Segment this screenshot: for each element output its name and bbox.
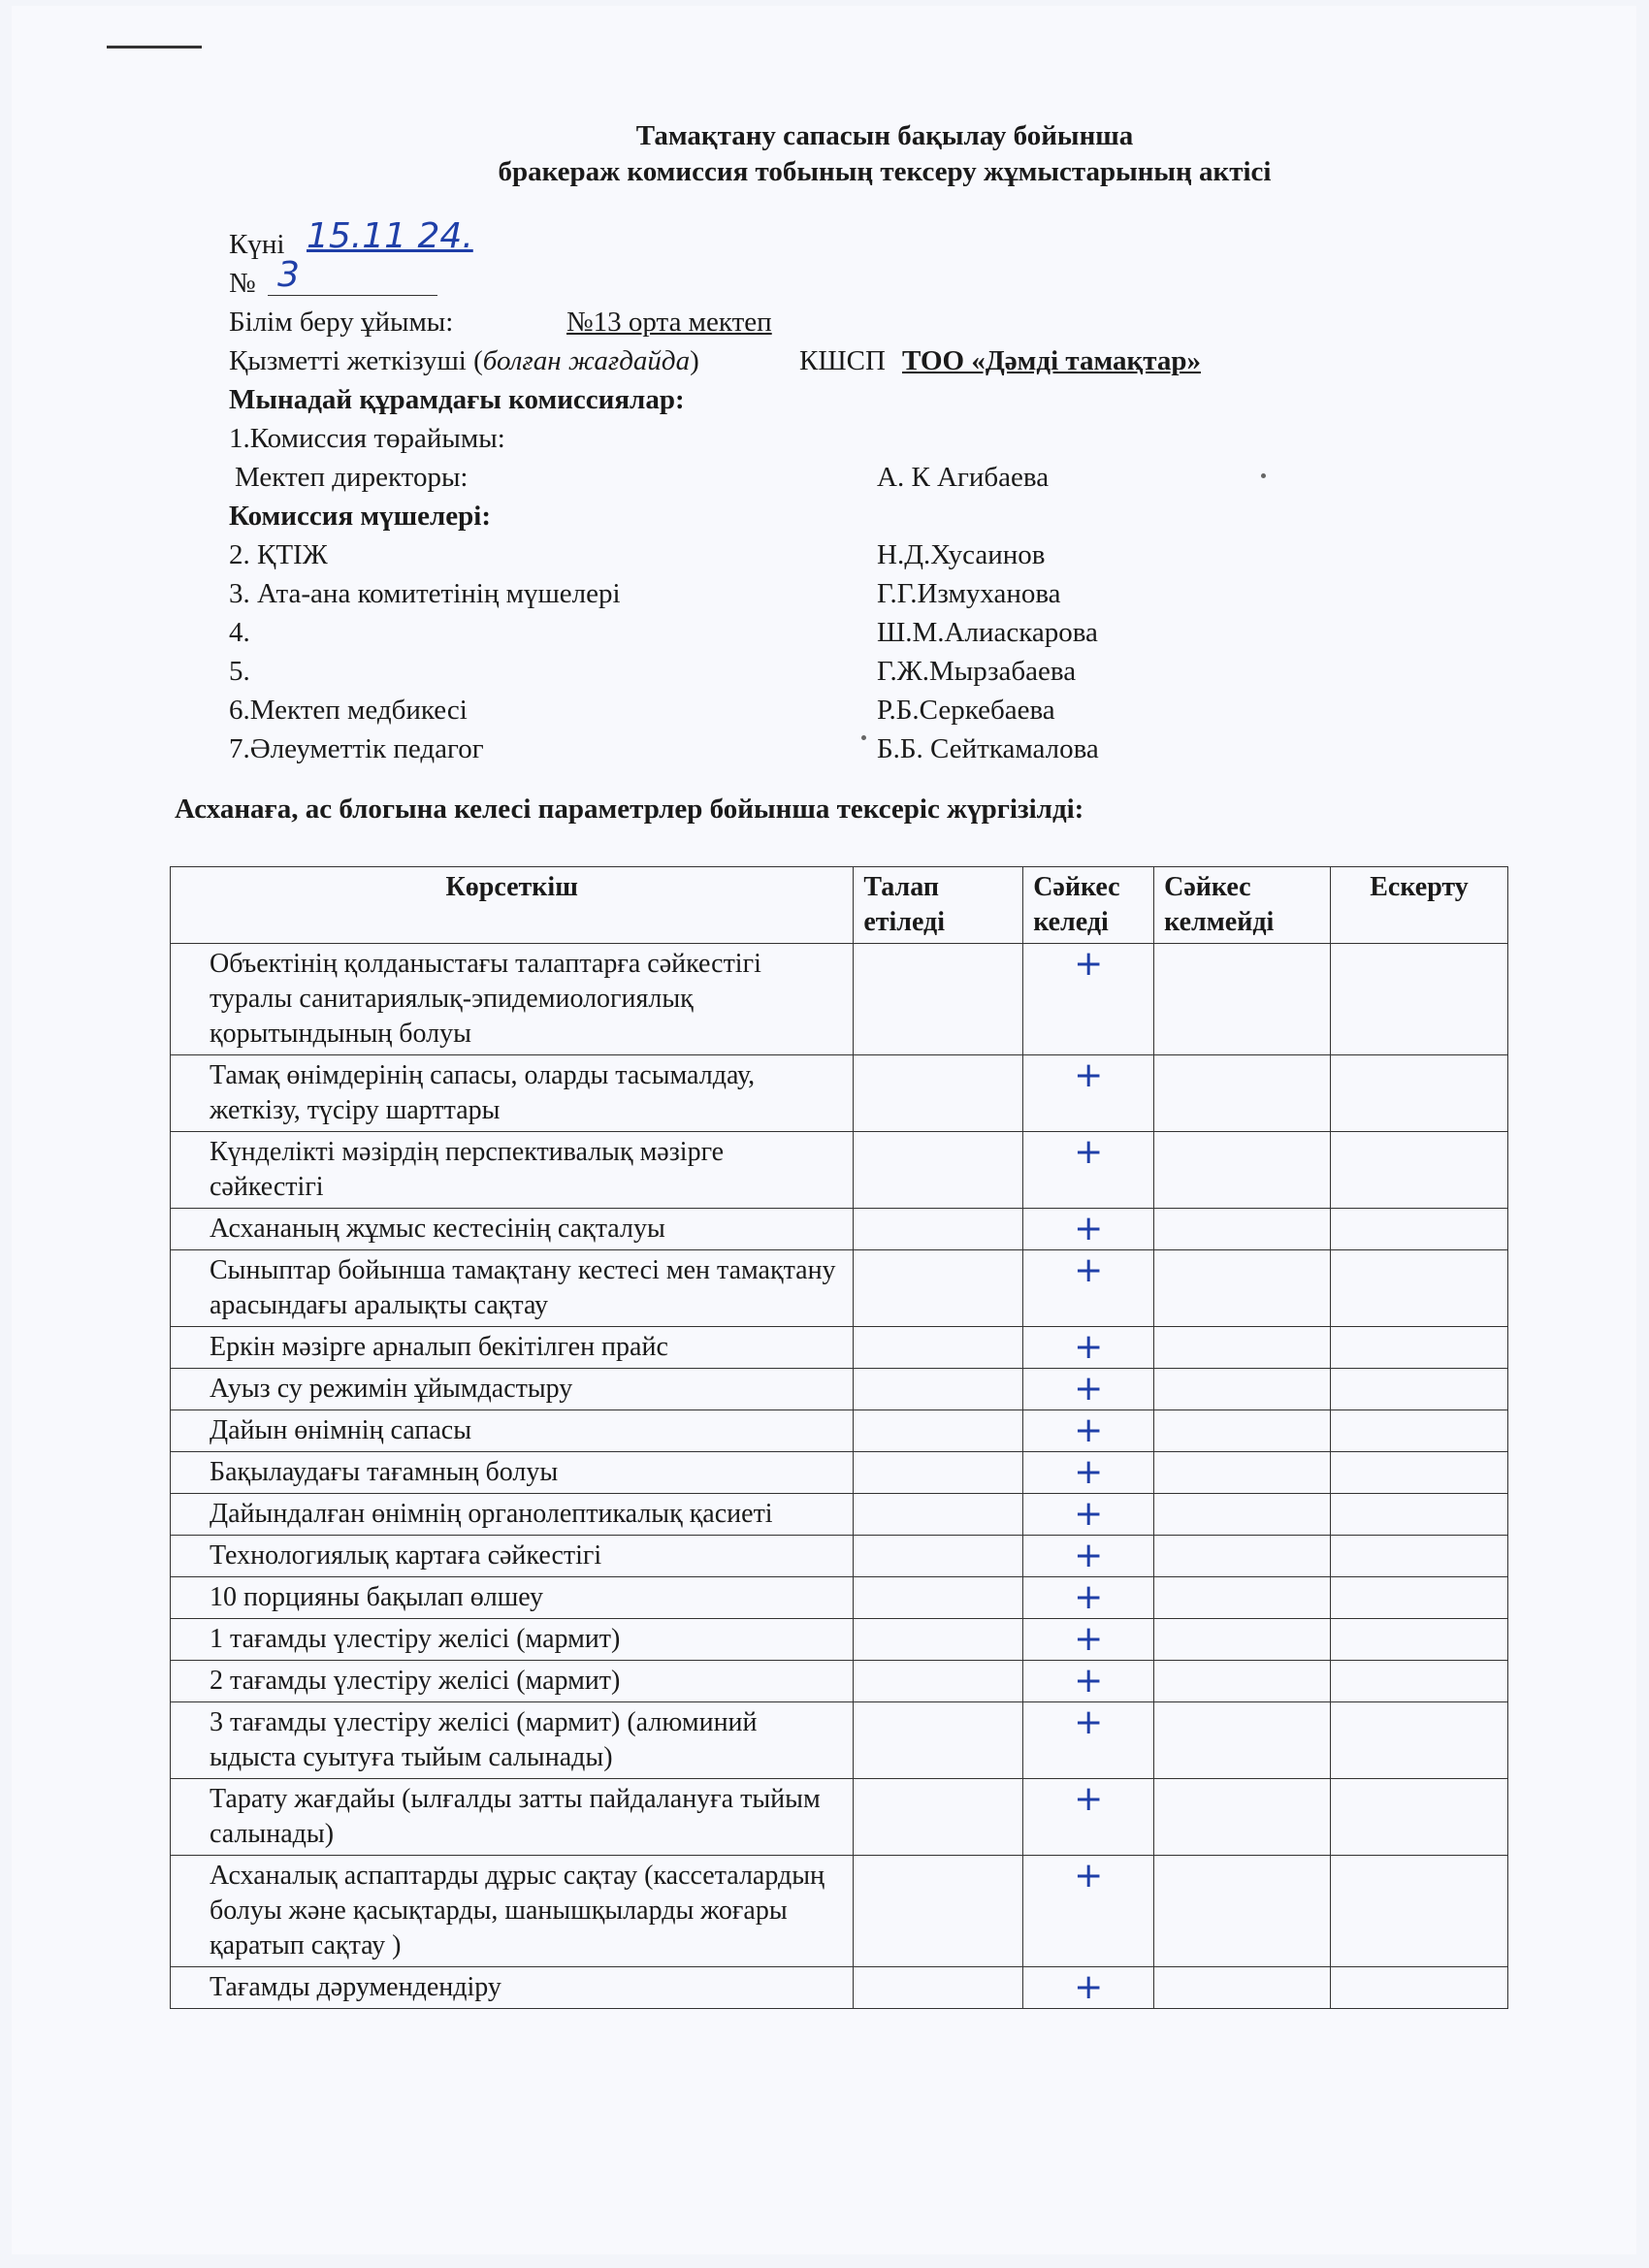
compliant-mark: + <box>1023 1410 1154 1452</box>
table-row <box>171 1779 1508 1856</box>
indicator-cell: Тағамды дәрумендендіру <box>171 1967 854 2009</box>
table-body <box>171 944 1508 2009</box>
required-cell <box>854 1452 1023 1494</box>
note-cell <box>1331 1369 1508 1410</box>
scan-speck <box>1261 473 1266 478</box>
compliant-mark: + <box>1023 1327 1154 1369</box>
compliant-mark: + <box>1023 1779 1154 1856</box>
note-cell <box>1331 1661 1508 1702</box>
indicator-cell: 3 тағамды үлестіру желісі (мармит) (алюминий ыдыста суытуға тыйым салынады) <box>171 1702 854 1779</box>
table-row <box>171 1536 1508 1577</box>
indicator-cell: Бақылаудағы тағамның болуы <box>171 1452 854 1494</box>
compliant-mark: + <box>1023 1619 1154 1661</box>
inspection-table <box>170 866 1508 2009</box>
scan-mark <box>107 46 202 49</box>
indicator-cell: Ауыз су режимін ұйымдастыру <box>171 1369 854 1410</box>
table-row <box>171 1619 1508 1661</box>
table-row <box>171 1702 1508 1779</box>
note-cell <box>1331 1327 1508 1369</box>
member-name: Г.Ж.Мырзабаева <box>877 656 1077 687</box>
header-compliant: Сәйкес келеді <box>1023 867 1154 944</box>
indicator-cell: Тарату жағдайы (ылғалды затты пайдалануға тыйым салынады) <box>171 1779 854 1856</box>
required-cell <box>854 1967 1023 2009</box>
table-row <box>171 1327 1508 1369</box>
note-cell <box>1331 1452 1508 1494</box>
compliant-mark: + <box>1023 1967 1154 2009</box>
org-label: Білім беру ұйымы: <box>229 307 454 338</box>
noncompliant-cell <box>1154 1577 1331 1619</box>
indicator-cell: Асханалық аспаптарды дұрыс сақтау (кассеталардың болуы және қасықтарды, шанышқыларды жоғары қаратып сақтау ) <box>171 1856 854 1967</box>
table-row <box>171 1209 1508 1250</box>
noncompliant-cell <box>1154 1452 1331 1494</box>
provider-note: болған жағдайда <box>482 345 691 376</box>
required-cell <box>854 944 1023 1055</box>
noncompliant-cell <box>1154 1327 1331 1369</box>
noncompliant-cell <box>1154 1055 1331 1132</box>
required-cell <box>854 1494 1023 1536</box>
compliant-mark: + <box>1023 1369 1154 1410</box>
indicator-cell: 1 тағамды үлестіру желісі (мармит) <box>171 1619 854 1661</box>
indicator-cell: Объектінің қолданыстағы талаптарға сәйкестігі туралы санитариялық-эпидемиологиялық қорытындының болуы <box>171 944 854 1055</box>
compliant-mark: + <box>1023 1702 1154 1779</box>
compliant-mark: + <box>1023 1494 1154 1536</box>
indicator-cell: Технологиялық картаға сәйкестігі <box>171 1536 854 1577</box>
note-cell <box>1331 1055 1508 1132</box>
noncompliant-cell <box>1154 1779 1331 1856</box>
member-row <box>229 691 1055 729</box>
noncompliant-cell <box>1154 1250 1331 1327</box>
required-cell <box>854 1856 1023 1967</box>
member-role: 4. <box>229 617 250 648</box>
member-role: 3. Ата-ана комитетінің мүшелері <box>229 578 621 609</box>
table-row <box>171 1369 1508 1410</box>
table-row <box>171 1452 1508 1494</box>
member-name: Г.Г.Измуханова <box>877 578 1061 609</box>
commission-heading: Мынадай құрамдағы комиссиялар: <box>229 384 685 415</box>
note-cell <box>1331 1536 1508 1577</box>
act-info <box>229 216 1201 768</box>
table-row <box>171 944 1508 1055</box>
provider-value: ТОО «Дәмді тамақтар» <box>902 345 1201 376</box>
indicator-cell: Тамақ өнімдерінің сапасы, оларды тасымалдау, жеткізу, түсіру шарттары <box>171 1055 854 1132</box>
indicator-cell: 2 тағамды үлестіру желісі (мармит) <box>171 1661 854 1702</box>
provider-close: ) <box>690 345 699 376</box>
note-cell <box>1331 1856 1508 1967</box>
note-cell <box>1331 1250 1508 1327</box>
table-row <box>171 1250 1508 1327</box>
indicator-cell: Күнделікті мәзірдің перспективалық мәзірге сәйкестігі <box>171 1132 854 1209</box>
required-cell <box>854 1055 1023 1132</box>
noncompliant-cell <box>1154 1619 1331 1661</box>
noncompliant-cell <box>1154 1661 1331 1702</box>
noncompliant-cell <box>1154 1369 1331 1410</box>
member-name: Р.Б.Серкебаева <box>877 695 1055 726</box>
provider-row <box>229 341 1201 380</box>
member-row <box>229 574 1061 613</box>
indicator-cell: Асхананың жұмыс кестесінің сақталуы <box>171 1209 854 1250</box>
org-value: №13 орта мектеп <box>566 307 772 338</box>
org-row <box>229 303 772 341</box>
noncompliant-cell <box>1154 1967 1331 2009</box>
member-row <box>229 613 1098 652</box>
required-cell <box>854 1577 1023 1619</box>
member-name: Ш.М.Алиаскарова <box>877 617 1098 648</box>
member-name: Н.Д.Хусаинов <box>877 539 1046 570</box>
table-row <box>171 1494 1508 1536</box>
noncompliant-cell <box>1154 1856 1331 1967</box>
compliant-mark: + <box>1023 944 1154 1055</box>
date-label: Күні <box>229 229 285 260</box>
compliant-mark: + <box>1023 1250 1154 1327</box>
indicator-cell: Дайын өнімнің сапасы <box>171 1410 854 1452</box>
required-cell <box>854 1702 1023 1779</box>
indicator-cell: Еркін мәзірге арналып бекітілген прайс <box>171 1327 854 1369</box>
compliant-mark: + <box>1023 1452 1154 1494</box>
director-name: А. К Агибаева <box>877 462 1050 493</box>
indicator-cell: Дайындалған өнімнің органолептикалық қасиеті <box>171 1494 854 1536</box>
member-row <box>229 535 1046 574</box>
required-cell <box>854 1410 1023 1452</box>
table-row <box>171 1967 1508 2009</box>
note-cell <box>1331 1132 1508 1209</box>
required-cell <box>854 1661 1023 1702</box>
member-name: Б.Б. Сейткамалова <box>877 733 1099 764</box>
scan-speck <box>861 735 866 740</box>
table-row <box>171 1856 1508 1967</box>
table-row <box>171 1055 1508 1132</box>
note-cell <box>1331 1209 1508 1250</box>
provider-prefix: КШСП <box>799 345 886 376</box>
director-row <box>229 458 1050 497</box>
note-cell <box>1331 1577 1508 1619</box>
required-cell <box>854 1536 1023 1577</box>
required-cell <box>854 1369 1023 1410</box>
compliant-mark: + <box>1023 1536 1154 1577</box>
required-cell <box>854 1779 1023 1856</box>
indicator-cell: Сыныптар бойынша тамақтану кестесі мен тамақтану арасындағы аралықты сақтау <box>171 1250 854 1327</box>
noncompliant-cell <box>1154 1132 1331 1209</box>
required-cell <box>854 1327 1023 1369</box>
compliant-mark: + <box>1023 1132 1154 1209</box>
members-heading: Комиссия мүшелері: <box>229 501 491 532</box>
noncompliant-cell <box>1154 1209 1331 1250</box>
title-line-1: Тамақтану сапасын бақылау бойынша <box>635 120 1134 151</box>
noncompliant-cell <box>1154 1410 1331 1452</box>
note-cell <box>1331 1619 1508 1661</box>
number-value: 3 <box>277 255 300 295</box>
header-required: Талап етіледі <box>854 867 1023 944</box>
noncompliant-cell <box>1154 1494 1331 1536</box>
header-indicator: Көрсеткіш <box>171 867 854 944</box>
compliant-mark: + <box>1023 1856 1154 1967</box>
note-cell <box>1331 1779 1508 1856</box>
note-cell <box>1331 944 1508 1055</box>
table-row <box>171 1132 1508 1209</box>
member-role: 6.Мектеп медбикесі <box>229 695 468 726</box>
compliant-mark: + <box>1023 1577 1154 1619</box>
noncompliant-cell <box>1154 944 1331 1055</box>
member-role: 2. ҚТІЖ <box>229 539 328 570</box>
table-header-row <box>171 867 1508 944</box>
required-cell <box>854 1619 1023 1661</box>
number-row <box>229 255 699 303</box>
compliant-mark: + <box>1023 1055 1154 1132</box>
table-row <box>171 1577 1508 1619</box>
member-role: 7.Әлеуметтік педагог <box>229 733 484 764</box>
note-cell <box>1331 1967 1508 2009</box>
date-value: 15.11 24. <box>307 216 473 256</box>
check-intro: Асханаға, ас блогына келесі параметрлер бойынша тексеріс жүргізілді: <box>175 794 1084 825</box>
member-role: 5. <box>229 656 250 687</box>
table-row <box>171 1661 1508 1702</box>
provider-label: Қызметті жеткізуші ( <box>229 345 483 376</box>
noncompliant-cell <box>1154 1536 1331 1577</box>
header-note: Ескерту <box>1331 867 1508 944</box>
required-cell <box>854 1209 1023 1250</box>
number-label: № <box>229 268 256 299</box>
table-row <box>171 1410 1508 1452</box>
noncompliant-cell <box>1154 1702 1331 1779</box>
indicator-cell: 10 порцияны бақылап өлшеу <box>171 1577 854 1619</box>
note-cell <box>1331 1702 1508 1779</box>
number-underline <box>268 295 437 296</box>
members-list <box>229 535 1099 768</box>
title-line-2: бракераж комиссия тобының тексеру жұмыстарының актісі <box>498 156 1272 187</box>
header-noncompliant: Сәйкес келмейді <box>1154 867 1331 944</box>
required-cell <box>854 1132 1023 1209</box>
compliant-mark: + <box>1023 1209 1154 1250</box>
note-cell <box>1331 1494 1508 1536</box>
required-cell <box>854 1250 1023 1327</box>
compliant-mark: + <box>1023 1661 1154 1702</box>
note-cell <box>1331 1410 1508 1452</box>
member-row <box>229 729 1099 768</box>
document-title <box>0 118 1649 190</box>
member-row <box>229 652 1077 691</box>
director-label: Мектеп директоры: <box>235 462 469 493</box>
chair-label: 1.Комиссия төрайымы: <box>229 423 505 454</box>
